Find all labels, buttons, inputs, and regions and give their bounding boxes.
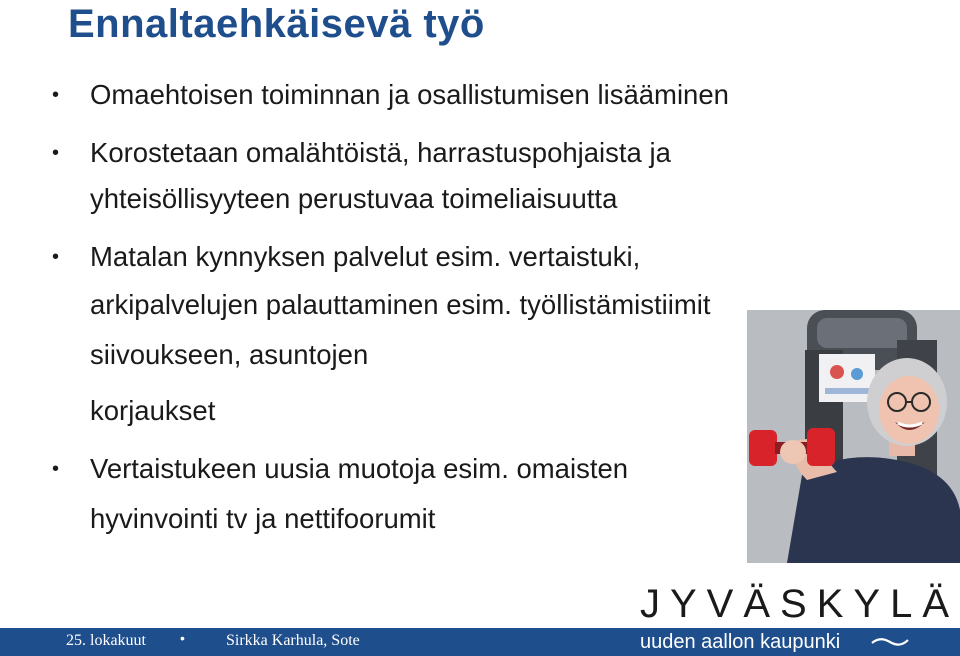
- footer-date: 25. lokakuut: [66, 632, 146, 649]
- bullet-dot: •: [52, 142, 60, 164]
- bullet-text: yhteisöllisyyteen perustuvaa toimeliaisuutta: [90, 183, 618, 214]
- bullet-dot: •: [52, 84, 60, 106]
- footer-separator: •: [180, 630, 185, 646]
- wave-icon: [870, 634, 910, 648]
- slide-title: Ennaltaehkäisevä työ: [68, 2, 485, 46]
- bullet-dot: •: [52, 246, 60, 268]
- footer-bar: [0, 628, 960, 656]
- elderly-woman-with-dumbbell-photo: [747, 310, 960, 563]
- bullet-text: korjaukset: [90, 395, 216, 426]
- bullet-text: arkipalvelujen palauttaminen esim. työllistämistiimit: [90, 289, 711, 320]
- bullet-text: hyvinvointi tv ja nettifoorumit: [90, 503, 436, 534]
- bullet-text: Matalan kynnyksen palvelut esim. vertaistuki,: [90, 241, 641, 272]
- footer-author: Sirkka Karhula, Sote: [226, 632, 360, 649]
- bullet-text: Omaehtoisen toiminnan ja osallistumisen lisääminen: [90, 79, 729, 110]
- jyvaskyla-logo: JYVÄSKYLÄ: [640, 582, 960, 626]
- bullet-dot: •: [52, 458, 60, 480]
- bullet-text: Vertaistukeen uusia muotoja esim. omaisten: [90, 453, 629, 484]
- bullet-text: Korostetaan omalähtöistä, harrastuspohjaista ja: [90, 137, 671, 168]
- bullet-text: siivoukseen, asuntojen: [90, 339, 369, 370]
- logo-tagline: uuden aallon kaupunki: [640, 631, 841, 653]
